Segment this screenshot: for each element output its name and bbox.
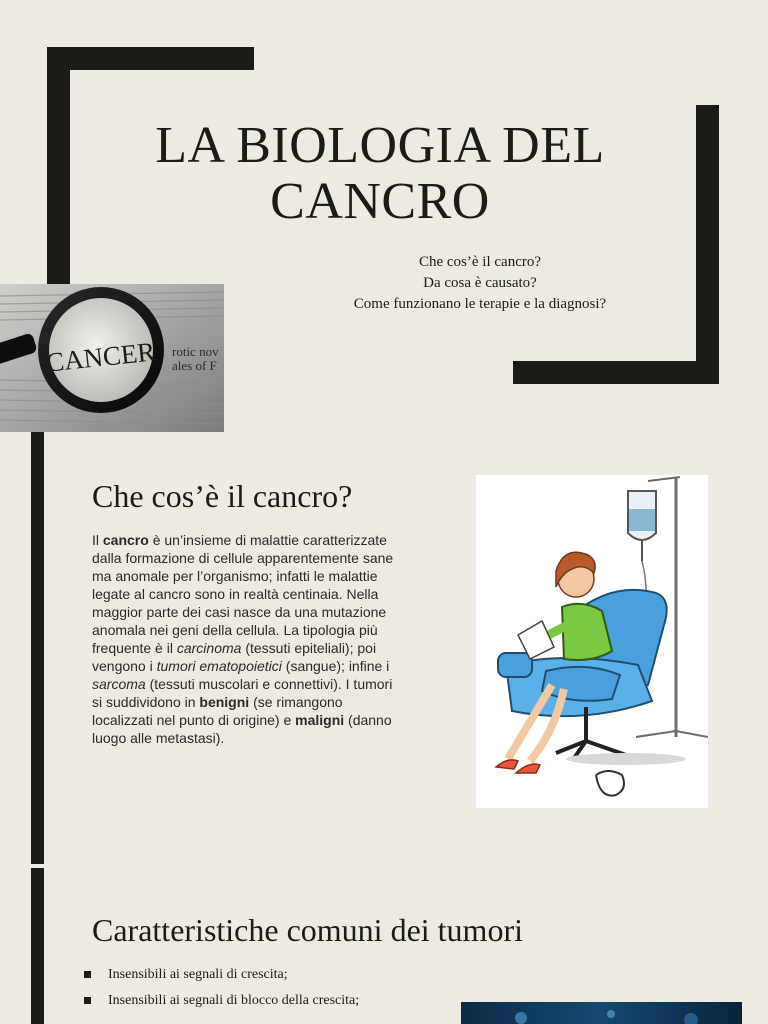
cells-photo	[461, 1002, 742, 1024]
question-1: Che cos’è il cancro?	[418, 254, 542, 270]
term-sarcoma: sarcoma	[92, 676, 146, 692]
term-cancro: cancro	[102, 532, 149, 548]
page-title	[70, 118, 690, 230]
newsprint-text-2: ales of F	[172, 358, 217, 373]
term-tumori-ematopoietici: tumori ematopoietici	[156, 658, 282, 674]
magnifier-photo	[0, 284, 224, 432]
bullet-square-icon	[84, 997, 91, 1004]
term-carcinoma: carcinoma	[176, 640, 242, 656]
title-line-1: LA BIOLOGIA DEL	[155, 117, 605, 174]
question-2: Da cosa è causato?	[423, 275, 537, 291]
section-heading-what-is-cancer: Che cos’è il cancro?	[92, 478, 353, 514]
term-maligni: maligni	[295, 712, 345, 728]
left-rule-upper	[31, 432, 44, 864]
magnified-word: CANCER	[44, 336, 157, 378]
frame-top-left-horizontal	[47, 47, 254, 70]
frame-bottom-right-vertical	[696, 105, 719, 384]
patient-illustration	[476, 475, 708, 808]
features-list	[84, 966, 384, 1018]
magnifier-image	[0, 284, 224, 432]
section-heading-common-features: Caratteristiche comuni dei tumori	[92, 912, 523, 948]
newsprint-text-1: rotic nov	[172, 344, 219, 359]
frame-bottom-right-horizontal	[513, 361, 719, 384]
cells-image	[461, 1002, 742, 1024]
term-benigni: benigni	[199, 694, 250, 710]
left-rule-lower	[31, 868, 44, 1024]
title-line-2: CANCRO	[270, 173, 490, 230]
list-item: Insensibili ai segnali di blocco della crescita;	[84, 992, 384, 1009]
intro-questions	[300, 252, 660, 315]
question-3: Come funzionano le terapie e la diagnosi?	[353, 296, 607, 312]
frame-top-left-vertical	[47, 47, 70, 284]
cancer-description: Il cancro è un’insieme di malattie caratterizzate dalla formazione di cellule apparentemente sane ma anomale per l’organismo; infatti le malattie legate al cancro sono in realtà centinaia. Nella maggior parte dei casi nasce da una mutazione anomala nei geni della cellula. La tipologia più frequente è il carcinoma (tessuti epiteliali); poi vengono i tumori ematopoietici (sangue); infine i sarcoma (tessuti muscolari e connettivi). I tumori si suddividono in benigni (se rimangono localizzati nel punto di origine) e maligni (danno luogo alle metastasi).	[92, 532, 394, 746]
patient-iv-drawing	[476, 475, 708, 808]
list-item: Insensibili ai segnali di crescita;	[84, 966, 384, 983]
bullet-square-icon	[84, 971, 91, 978]
